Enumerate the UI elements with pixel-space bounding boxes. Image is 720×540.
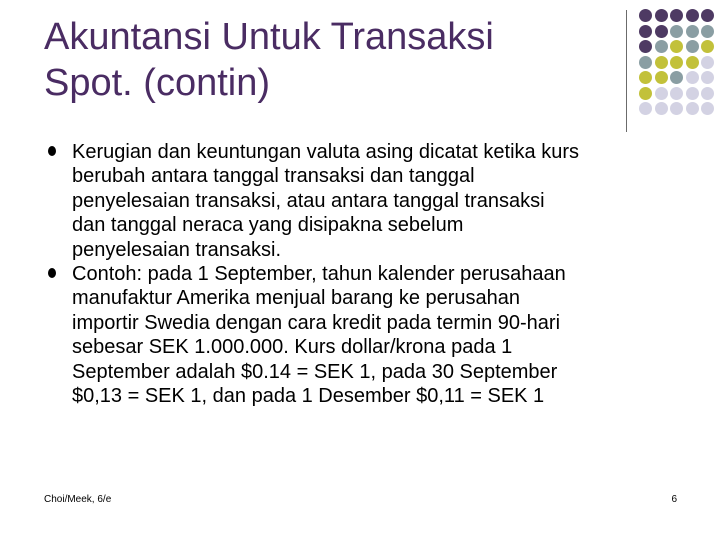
decorative-dot <box>639 25 652 38</box>
slide-title <box>44 14 604 106</box>
decorative-dot <box>670 40 683 53</box>
decorative-dot <box>655 56 668 69</box>
bullet-line: dan tanggal neraca yang disipakna sebelum <box>72 214 464 237</box>
title-line: Spot. (contin) <box>44 62 270 104</box>
decorative-dot <box>686 102 699 115</box>
decorative-dot <box>701 87 714 100</box>
decorative-dot <box>655 40 668 53</box>
decorative-dot <box>670 56 683 69</box>
decorative-dot <box>701 71 714 84</box>
decorative-dot-grid <box>639 9 719 119</box>
bullet-line: penyelesaian transaksi. <box>72 238 282 261</box>
decorative-dot <box>655 25 668 38</box>
decorative-dot <box>639 56 652 69</box>
bullet-dot-icon <box>48 146 56 156</box>
decorative-dot <box>639 87 652 100</box>
bullet-list <box>48 140 688 408</box>
decorative-dot <box>655 9 668 22</box>
page-number: 6 <box>671 494 677 505</box>
decorative-dot <box>655 102 668 115</box>
decorative-dot <box>701 9 714 22</box>
decorative-dot <box>686 9 699 22</box>
decorative-dot <box>686 87 699 100</box>
decorative-dot <box>686 25 699 38</box>
bullet-line: Kerugian dan keuntungan valuta asing dicatat ketika kurs <box>72 141 580 163</box>
decorative-dot <box>686 56 699 69</box>
decorative-dot <box>639 102 652 115</box>
decorative-dot <box>701 56 714 69</box>
vertical-divider <box>626 10 627 132</box>
bullet-line: manufaktur Amerika menjual barang ke perusahan <box>72 287 521 310</box>
bullet-line: importir Swedia dengan cara kredit pada termin 90-hari <box>72 311 561 334</box>
decorative-dot <box>670 25 683 38</box>
footer-credit: Choi/Meek, 6/e <box>44 494 112 505</box>
bullet-line: sebesar SEK 1.000.000. Kurs dollar/krona pada 1 <box>72 336 513 359</box>
decorative-dot <box>670 87 683 100</box>
decorative-dot <box>686 71 699 84</box>
bullet-line: $0,13 = SEK 1, dan pada 1 Desember $0,11 = SEK 1 <box>72 385 545 408</box>
decorative-dot <box>655 71 668 84</box>
decorative-dot <box>701 25 714 38</box>
bullet-line: berubah antara tanggal transaksi dan tanggal <box>72 165 475 188</box>
decorative-dot <box>670 9 683 22</box>
decorative-dot <box>655 87 668 100</box>
bullet-item <box>48 262 688 408</box>
bullet-item <box>48 140 688 262</box>
decorative-dot <box>639 71 652 84</box>
decorative-dot <box>639 9 652 22</box>
decorative-dot <box>639 40 652 53</box>
decorative-dot <box>701 40 714 53</box>
decorative-dot <box>701 102 714 115</box>
decorative-dot <box>670 71 683 84</box>
decorative-dot <box>670 102 683 115</box>
bullet-dot-icon <box>48 268 56 278</box>
decorative-dot <box>686 40 699 53</box>
bullet-line: September adalah $0.14 = SEK 1, pada 30 September <box>72 360 558 383</box>
bullet-line: Contoh: pada 1 September, tahun kalender perusahaan <box>72 263 566 286</box>
bullet-line: penyelesaian transaksi, atau antara tanggal transaksi <box>72 189 545 212</box>
title-line: Akuntansi Untuk Transaksi <box>44 16 494 58</box>
